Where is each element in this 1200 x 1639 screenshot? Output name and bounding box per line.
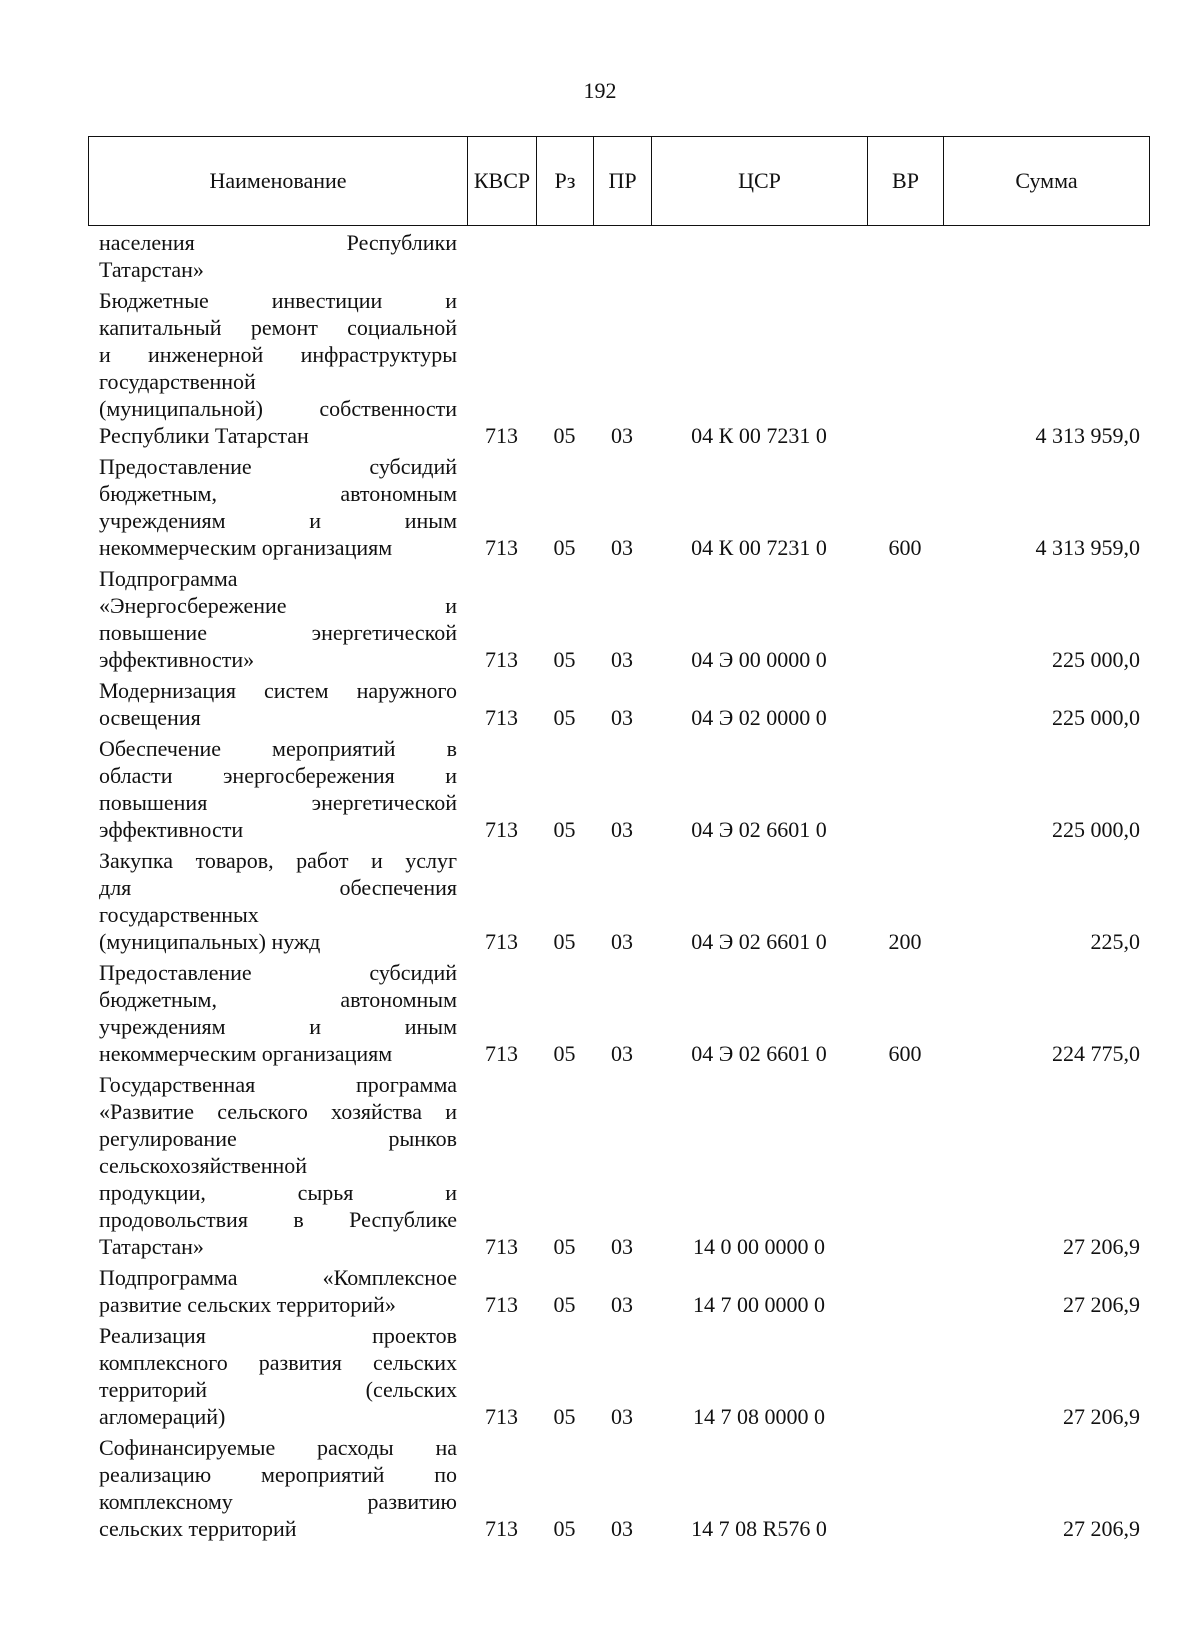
table-row [88,1322,1150,1430]
row-name-line: (муниципальной) собственности [99,396,457,421]
row-sum: 225 000,0 [1052,705,1140,730]
row-kvsr: 713 [485,535,518,560]
row-name-line: Подпрограмма «Комплексное [99,1265,457,1290]
row-name-line: Бюджетные инвестиции и [99,288,457,313]
table-row [88,1071,1150,1260]
row-rz: 05 [553,929,576,954]
row-name-line: развитие сельских территорий» [99,1292,396,1317]
table-row [88,1434,1150,1542]
header-rz: Рз [537,137,594,225]
row-sum: 4 313 959,0 [1035,535,1140,560]
row-rz: 05 [553,705,576,730]
row-name-line: Татарстан» [99,1234,204,1259]
row-csr: 04 Э 00 0000 0 [691,647,827,672]
row-pr: 03 [611,1234,633,1259]
row-pr: 03 [611,1516,633,1541]
row-name-line: эффективности» [99,647,255,672]
row-name-line: комплексному развитию [99,1489,457,1514]
row-name-line: повышения энергетической [99,790,457,815]
table-row [88,287,1150,449]
row-name-line: Софинансируемые расходы на [99,1435,457,1460]
row-name [88,1434,467,1542]
row-rz: 05 [553,647,576,672]
row-name-line: повышение энергетической [99,620,457,645]
row-name-line: (муниципальных) нужд [99,929,321,954]
row-name [88,735,467,843]
row-name-line: учреждениям и иным [99,508,457,533]
row-name-line: Предоставление субсидий [99,960,457,985]
row-kvsr: 713 [485,705,518,730]
row-kvsr: 713 [485,1516,518,1541]
row-name-line: для обеспечения [99,875,457,900]
row-vr: 200 [888,929,922,954]
row-kvsr: 713 [485,1292,518,1317]
row-name-line: продовольствия в Республике [99,1207,457,1232]
row-name-line: и инженерной инфраструктуры [99,342,457,367]
row-sum: 27 206,9 [1063,1292,1140,1317]
header-name: Наименование [89,137,468,225]
table-row [88,1264,1150,1318]
row-sum: 27 206,9 [1063,1234,1140,1259]
row-name-line: некоммерческим организациям [99,1041,393,1066]
row-name [88,677,467,731]
row-csr: 04 К 00 7231 0 [691,535,827,560]
row-name [88,1071,467,1260]
row-pr: 03 [611,705,633,730]
header-sum: Сумма [1015,168,1078,193]
row-name-line: населения Республики [99,230,457,255]
row-sum: 27 206,9 [1063,1404,1140,1429]
row-pr: 03 [611,929,633,954]
row-name-line: Татарстан» [99,257,204,282]
row-name-line: продукции, сырья и [99,1180,457,1205]
row-name [88,847,467,955]
row-kvsr: 713 [485,423,518,448]
row-name-line: государственных [99,902,259,927]
row-name-line: территорий (сельских [99,1377,457,1402]
row-kvsr: 713 [485,817,518,842]
row-name [88,1264,467,1318]
row-rz: 05 [553,1234,576,1259]
row-rz: 05 [553,535,576,560]
row-name-line: регулирование рынков [99,1126,457,1151]
row-sum: 225,0 [1090,929,1140,954]
row-kvsr: 713 [485,647,518,672]
table-row [88,229,1150,283]
row-name [88,1322,467,1430]
table-row [88,565,1150,673]
row-csr: 14 7 08 0000 0 [693,1404,825,1429]
row-name-line: Республики Татарстан [99,423,309,448]
row-csr: 04 Э 02 6601 0 [691,929,827,954]
row-name-line: Предоставление субсидий [99,454,457,479]
row-name [88,287,467,449]
row-pr: 03 [611,647,633,672]
table-header [88,136,1150,226]
table-body [88,229,1150,1546]
row-pr: 03 [611,423,633,448]
row-name [88,565,467,673]
row-csr: 04 К 00 7231 0 [691,423,827,448]
row-name-line: области энергосбережения и [99,763,457,788]
row-rz: 05 [553,1041,576,1066]
row-sum: 4 313 959,0 [1035,423,1140,448]
row-kvsr: 713 [485,1234,518,1259]
row-sum: 224 775,0 [1052,1041,1140,1066]
row-name-line: реализацию мероприятий по [99,1462,457,1487]
row-name [88,453,467,561]
row-csr: 04 Э 02 6601 0 [691,1041,827,1066]
row-kvsr: 713 [485,929,518,954]
row-name [88,959,467,1067]
row-name-line: сельскохозяйственной [99,1153,308,1178]
row-kvsr: 713 [485,1041,518,1066]
row-name-line: «Развитие сельского хозяйства и [99,1099,457,1124]
row-name-line: Государственная программа [99,1072,457,1097]
header-csr: ЦСР [652,137,868,225]
row-name-line: Закупка товаров, работ и услуг [99,848,457,873]
row-pr: 03 [611,535,633,560]
row-name-line: некоммерческим организациям [99,535,393,560]
row-name-line: бюджетным, автономным [99,481,457,506]
row-csr: 04 Э 02 6601 0 [691,817,827,842]
row-sum: 27 206,9 [1063,1516,1140,1541]
row-name-line: агломераций) [99,1404,226,1429]
header-vr: ВР [868,137,944,225]
table-row [88,847,1150,955]
row-rz: 05 [553,1404,576,1429]
row-name-line: освещения [99,705,201,730]
row-csr: 14 7 00 0000 0 [693,1292,825,1317]
table-row [88,453,1150,561]
row-pr: 03 [611,1292,633,1317]
page-number: 192 [583,78,617,103]
row-name-line: учреждениям и иным [99,1014,457,1039]
row-name-line: Подпрограмма [99,566,238,591]
row-name-line: Реализация проектов [99,1323,457,1348]
row-name-line: комплексного развития сельских [99,1350,457,1375]
row-sum: 225 000,0 [1052,817,1140,842]
row-name-line: бюджетным, автономным [99,987,457,1012]
row-rz: 05 [553,817,576,842]
row-name-line: капитальный ремонт социальной [99,315,457,340]
row-name-line: Модернизация систем наружного [99,678,457,703]
row-name [88,229,467,283]
header-kvsr: КВСР [468,137,537,225]
row-csr: 04 Э 02 0000 0 [691,705,827,730]
row-sum: 225 000,0 [1052,647,1140,672]
row-name-line: государственной [99,369,256,394]
row-name-line: эффективности [99,817,244,842]
header-pr: ПР [594,137,652,225]
row-csr: 14 7 08 R576 0 [691,1516,827,1541]
row-pr: 03 [611,1404,633,1429]
row-rz: 05 [553,1516,576,1541]
row-csr: 14 0 00 0000 0 [693,1234,825,1259]
row-pr: 03 [611,1041,633,1066]
row-vr: 600 [888,535,922,560]
row-name-line: сельских территорий [99,1516,297,1541]
row-vr: 600 [888,1041,922,1066]
row-name-line: «Энергосбережение и [99,593,457,618]
row-name-line: Обеспечение мероприятий в [99,736,457,761]
table-row [88,735,1150,843]
table-row [88,959,1150,1067]
row-rz: 05 [553,423,576,448]
row-rz: 05 [553,1292,576,1317]
row-kvsr: 713 [485,1404,518,1429]
table-row [88,677,1150,731]
row-pr: 03 [611,817,633,842]
